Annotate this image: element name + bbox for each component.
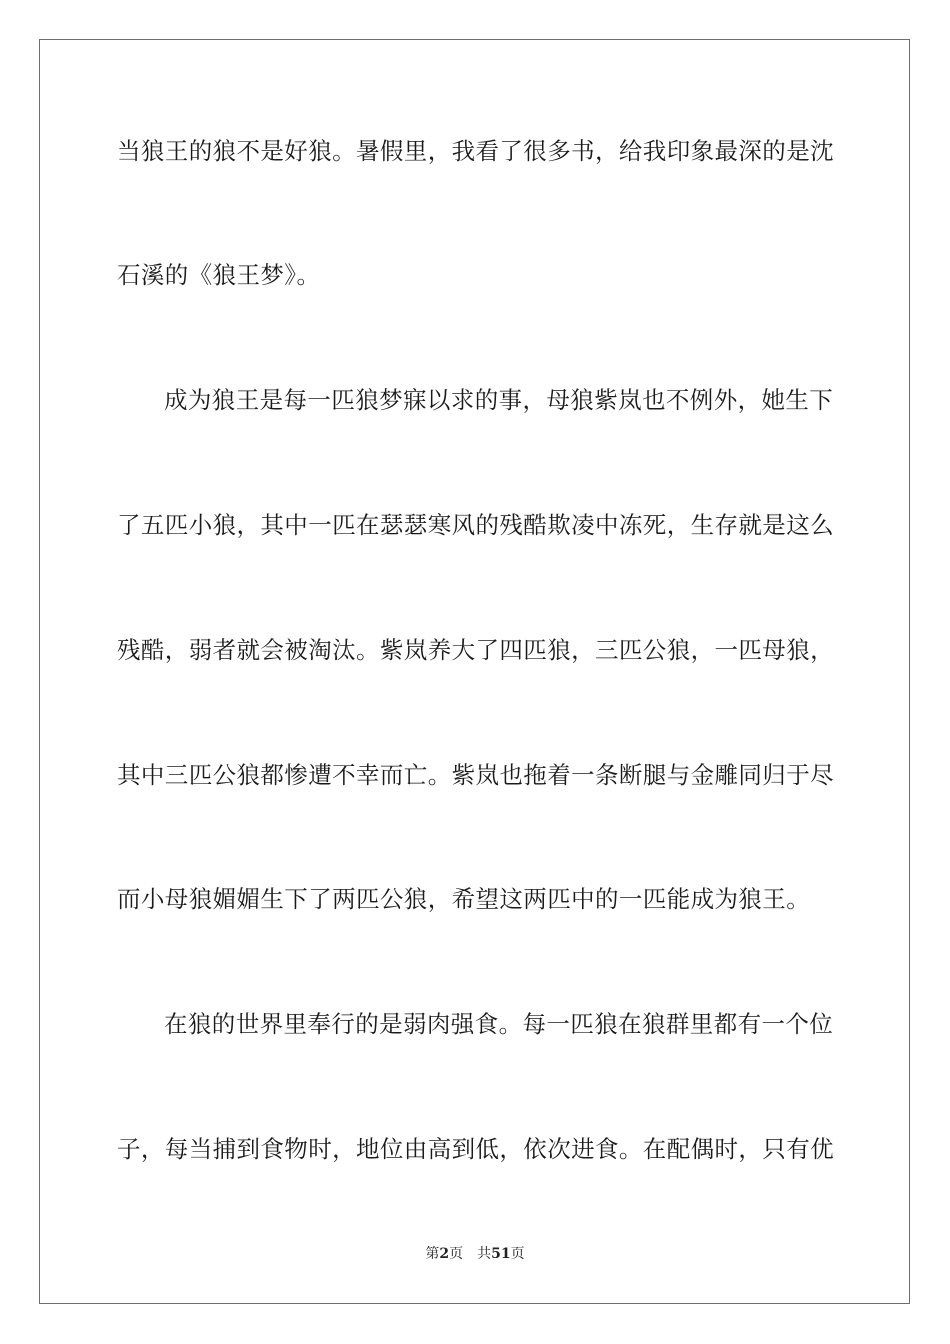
- body-line-2: 石溪的《狼王梦》。: [117, 261, 321, 289]
- body-line-6: 其中三匹公狼都惨遭不幸而亡。紫岚也拖着一条断腿与金雕同归于尽: [117, 761, 834, 789]
- footer-total-unit: 页: [510, 1246, 525, 1262]
- body-line-1: 当狼王的狼不是好狼。暑假里，我看了很多书，给我印象最深的是沈: [117, 137, 834, 165]
- footer-total-prefix: 共: [477, 1246, 492, 1262]
- page-border: [39, 39, 910, 1304]
- footer-page-current: 2: [439, 1246, 450, 1262]
- body-line-9: 子，每当捕到食物时，地位由高到低，依次进食。在配偶时，只有优: [117, 1135, 834, 1163]
- page-footer: [0, 1244, 950, 1264]
- footer-page-prefix: 第: [425, 1246, 440, 1262]
- body-line-5: 残酷，弱者就会被淘汰。紫岚养大了四匹狼，三匹公狼，一匹母狼，: [117, 636, 834, 664]
- body-line-8: 在狼的世界里奉行的是弱肉强食。每一匹狼在狼群里都有一个位: [164, 1010, 834, 1038]
- footer-page-total: 51: [491, 1246, 511, 1262]
- footer-page-unit: 页: [449, 1246, 464, 1262]
- body-line-3: 成为狼王是每一匹狼梦寐以求的事，母狼紫岚也不例外，她生下: [164, 386, 834, 414]
- body-line-7: 而小母狼媚媚生下了两匹公狼，希望这两匹中的一匹能成为狼王。: [117, 885, 811, 913]
- body-line-4: 了五匹小狼，其中一匹在瑟瑟寒风的残酷欺凌中冻死，生存就是这么: [117, 511, 834, 539]
